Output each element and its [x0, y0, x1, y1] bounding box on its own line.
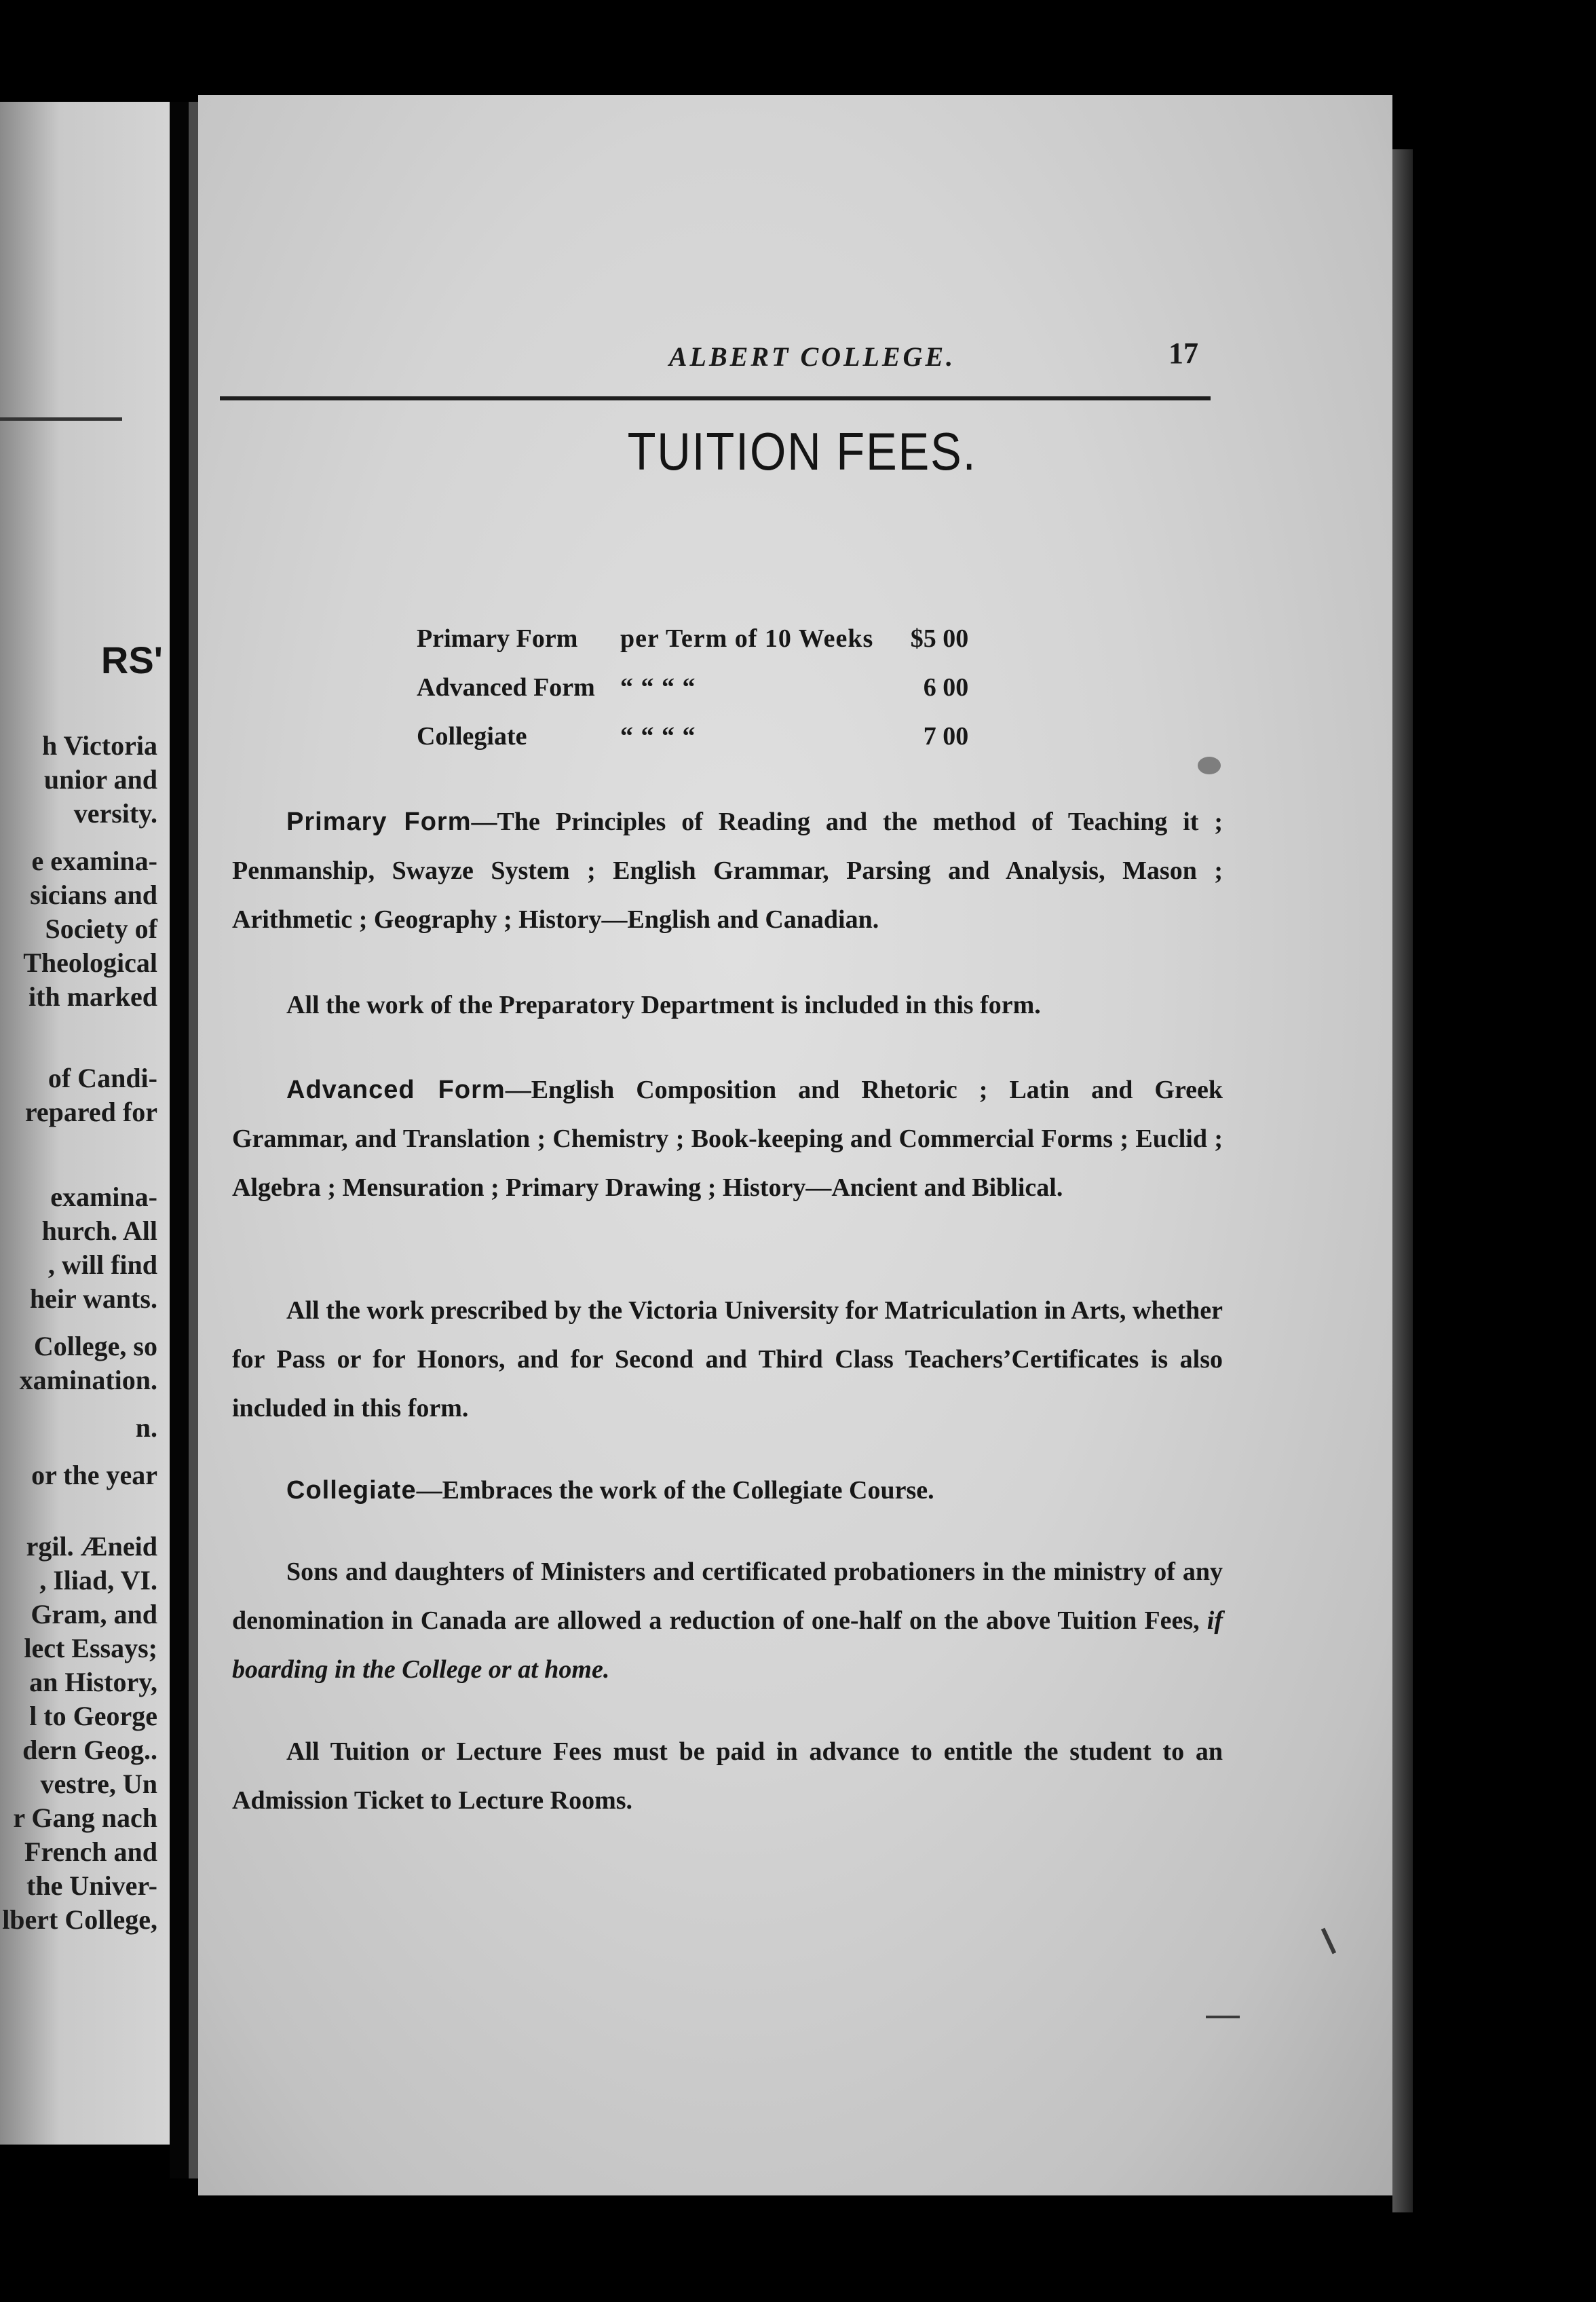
paragraph-text: Sons and daughters of Ministers and certificated probationers in the ministry of any denomination in Canada are allowed a reduction of one-half on the above Tuition Fees,: [232, 1558, 1223, 1635]
fee-label: Primary Form: [417, 624, 578, 653]
paragraph-matriculation: [232, 1286, 1223, 1433]
fee-label: Advanced Form: [417, 673, 595, 702]
left-page-text-line: e examina-: [31, 846, 157, 876]
left-page-text-line: dern Geog..: [22, 1735, 157, 1765]
left-page-text-line: Society of: [45, 913, 157, 944]
paragraph-primary-form: [232, 797, 1223, 944]
paragraph-fees-in-advance: [232, 1727, 1223, 1825]
left-page-text-line: examina-: [50, 1182, 157, 1212]
fee-amount: 7 00: [923, 722, 969, 751]
left-page-text-line: Gram, and: [31, 1599, 157, 1629]
main-page: [198, 95, 1392, 2195]
scan-speck: [1321, 1928, 1336, 1955]
left-page-text-line: College, so: [33, 1331, 157, 1361]
left-page-heading-fragment: RS': [100, 639, 163, 681]
left-page-text-line: ith marked: [28, 981, 157, 1012]
fee-row: [417, 712, 968, 761]
paragraph-text: All Tuition or Lecture Fees must be paid in advance to entitle the student to an Admission Ticket to Lecture Rooms.: [232, 1737, 1223, 1815]
fee-term: per Term of 10 Weeks: [620, 624, 874, 653]
fee-label: Collegiate: [417, 722, 527, 751]
book-spine: [170, 102, 189, 2178]
left-page-text-line: an History,: [29, 1667, 157, 1697]
paragraph-collegiate: [232, 1466, 1223, 1515]
paragraph-preparatory: [232, 981, 1223, 1030]
left-page-text-line: , will find: [48, 1249, 157, 1280]
paragraph-text: —The Principles of Reading and the method of Teaching it ; Penmanship, Swayze System ; English Grammar, Parsing and Analysis, Mason ; Arithmetic ; Geography ; History—English and Canadian.: [232, 808, 1223, 934]
left-page-rule: [0, 417, 122, 421]
paragraph-italic-text: if boarding in the College or at home.: [232, 1606, 1223, 1684]
paragraph-advanced-form: [232, 1065, 1223, 1212]
fee-amount: 6 00: [923, 673, 969, 702]
left-page-text-line: unior and: [43, 764, 157, 795]
left-page-text-line: French and: [24, 1836, 157, 1867]
left-page-text-line: Theological: [23, 947, 157, 978]
paragraph-lead: Primary Form: [286, 808, 472, 836]
running-head: ALBERT COLLEGE.: [668, 341, 956, 372]
left-page-text-line: r Gang nach: [13, 1803, 157, 1833]
left-page-text-line: hurch. All: [41, 1215, 157, 1246]
paragraph-text: All the work of the Preparatory Department is included in this form.: [286, 991, 1041, 1019]
paragraph-text: —English Composition and Rhetoric ; Latin and Greek Grammar, and Translation ; Chemistry ; Book-keeping and Commercial Forms ; Euclid ; Algebra ; Mensuration ; Primary Drawing ; History—Ancient and Biblical.: [232, 1076, 1223, 1202]
paragraph-lead: Advanced Form: [286, 1076, 506, 1104]
fee-row: [417, 614, 968, 663]
left-page-text-line: or the year: [31, 1460, 157, 1490]
left-page-text-line: lect Essays;: [24, 1633, 157, 1663]
left-page-text-line: sicians and: [30, 880, 157, 910]
fee-term: “ “ “ “: [620, 722, 696, 751]
page-edge-shadow: [1392, 149, 1413, 2212]
paragraph-lead: Collegiate: [286, 1476, 417, 1505]
scan-speck: [1198, 757, 1221, 774]
fee-row: [417, 663, 968, 712]
fee-table: [417, 614, 968, 761]
paragraph-text: —Embraces the work of the Collegiate Course.: [416, 1476, 934, 1505]
fee-amount: $5 00: [910, 624, 969, 653]
left-page-text-line: vestre, Un: [40, 1769, 157, 1799]
left-page-text-line: h Victoria: [42, 730, 157, 761]
left-page-text-line: repared for: [24, 1097, 157, 1127]
left-page-text-line: versity.: [73, 798, 157, 829]
left-facing-page: [0, 102, 170, 2145]
left-page-text-line: the Univer-: [26, 1870, 157, 1901]
paragraph-text: All the work prescribed by the Victoria University for Matriculation in Arts, whether for Pass or for Honors, and for Second and Third Class Teachers’Certificates is also included in this form.: [232, 1296, 1223, 1422]
left-page-text-line: heir wants.: [29, 1283, 157, 1314]
left-page-text-line: xamination.: [19, 1365, 157, 1395]
fee-term: “ “ “ “: [620, 673, 696, 702]
left-page-text-line: , Iliad, VI.: [39, 1565, 157, 1596]
left-page-text-line: rgil. Æneid: [26, 1531, 157, 1562]
page-title: TUITION FEES.: [627, 421, 977, 481]
left-page-text-line: lbert College,: [2, 1904, 157, 1935]
paragraph-ministers: [232, 1547, 1223, 1694]
left-page-text-line: n.: [135, 1412, 157, 1443]
page-number: 17: [1168, 337, 1198, 370]
header-rule: [220, 396, 1211, 400]
spine-gutter: [189, 102, 198, 2178]
left-page-text-line: of Candi-: [48, 1063, 157, 1093]
left-page-text-line: l to George: [29, 1701, 157, 1731]
scan-speck: [1206, 2016, 1240, 2018]
